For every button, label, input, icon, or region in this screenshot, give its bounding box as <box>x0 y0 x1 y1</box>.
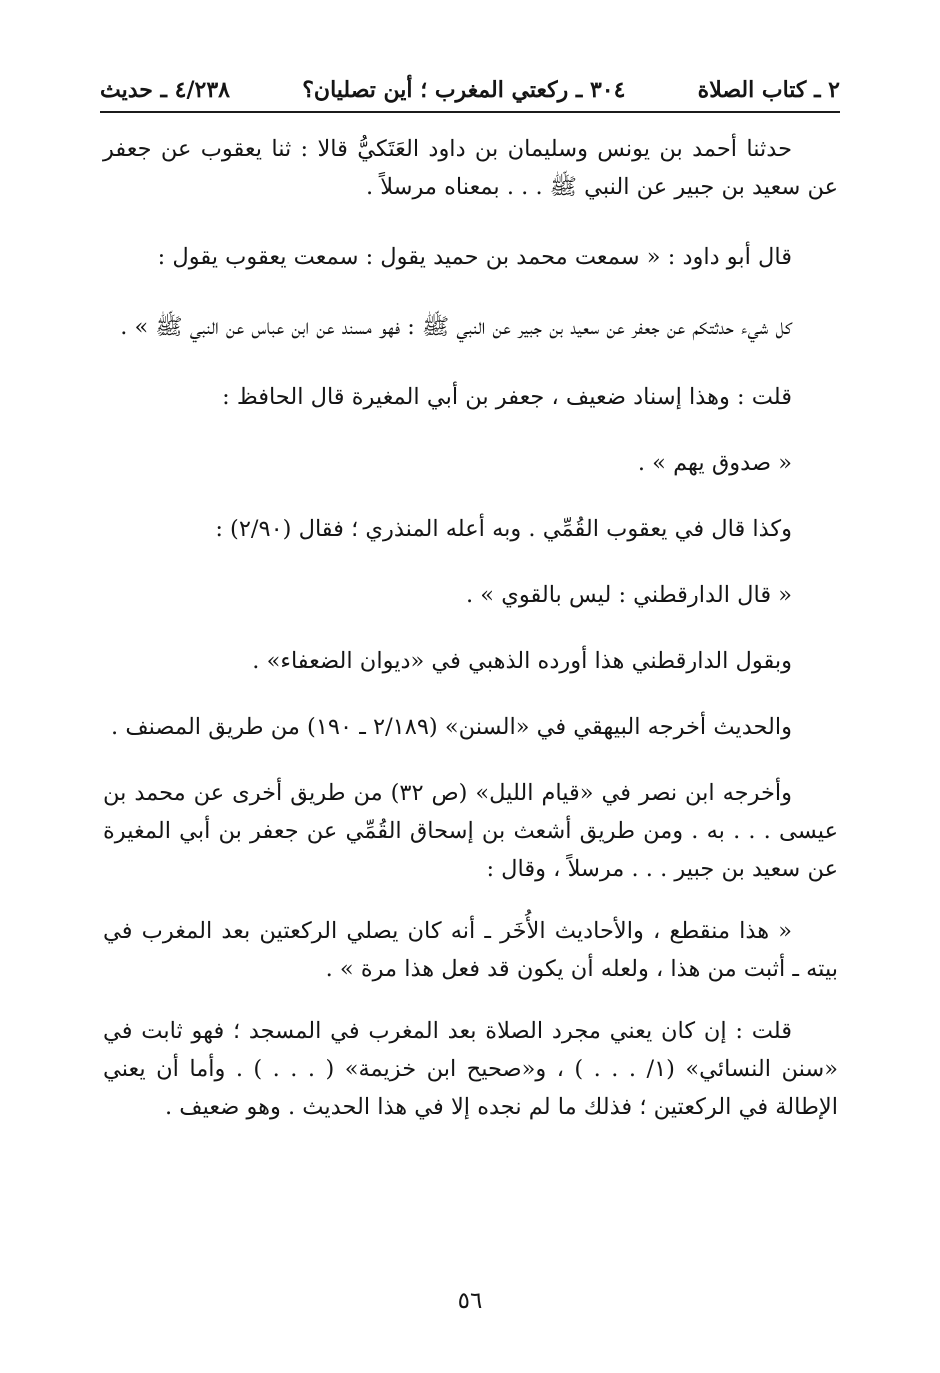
paragraph: حدثنا أحمد بن يونس وسليمان بن داود العَتَكيُّ قالا : ثنا يعقوب عن جعفر عن سعيد بن جبير عن النبي ﷺ . . . بمعناه مرسلاً . <box>103 136 838 200</box>
paragraph: كل شيء حدثتكم عن جعفر عن سعيد بن جبير عن النبي ﷺ : فهو مسند عن ابن عباس عن النبي ﷺ » . <box>120 314 792 340</box>
paragraph: قال أبو داود : « سمعت محمد بن حميد يقول : سمعت يعقوب يقول : <box>157 244 792 270</box>
header-section: ٣٠٤ ـ ركعتي المغرب ؛ أين تصليان؟ <box>302 77 626 103</box>
running-header <box>100 68 840 112</box>
quotation: « قال الدارقطني : ليس بالقوي » . <box>466 582 792 608</box>
header-hadith-number: ٤/٢٣٨ ـ حديث <box>100 77 230 103</box>
paragraph: والحديث أخرجه البيهقي في «السنن» (٢/١٨٩ ـ ١٩٠) من طريق المصنف . <box>111 714 792 740</box>
header-chapter: ٢ ـ كتاب الصلاة <box>697 77 840 103</box>
paragraph: قلت : إن كان يعني مجرد الصلاة بعد المغرب في المسجد ؛ فهو ثابت في «سنن النسائي» (١/ . . . ) ، و«صحيح ابن خزيمة» ( . . . ) . وأما أن يعني الإطالة في الركعتين ؛ فذلك ما لم نجده إلا في هذا الحديث . وهو ضعيف . <box>103 1018 838 1120</box>
quotation: « هذا منقطع ، والأحاديث الأُخَر ـ أنه كان يصلي الركعتين بعد المغرب في بيته ـ أثبت من هذا ، ولعله أن يكون قد فعل هذا مرة » . <box>103 918 838 982</box>
paragraph: وبقول الدارقطني هذا أورده الذهبي في «ديوان الضعفاء» . <box>252 648 792 674</box>
page-number: ٥٦ <box>457 1288 483 1314</box>
paragraph: وأخرجه ابن نصر في «قيام الليل» (ص ٣٢) من طريق أخرى عن محمد بن عيسى . . . به . ومن طريق أشعث بن إسحاق القُمِّي عن جعفر بن أبي المغيرة عن سعيد بن جبير . . . مرسلاً ، وقال : <box>103 780 838 882</box>
quotation: « صدوق يهم » . <box>637 450 792 476</box>
paragraph: وكذا قال في يعقوب القُمِّي . وبه أعله المنذري ؛ فقال (٢/٩٠) : <box>215 516 792 542</box>
paragraph: قلت : وهذا إسناد ضعيف ، جعفر بن أبي المغيرة قال الحافظ : <box>222 384 792 410</box>
main-text <box>103 130 838 1126</box>
header-divider <box>100 111 840 113</box>
